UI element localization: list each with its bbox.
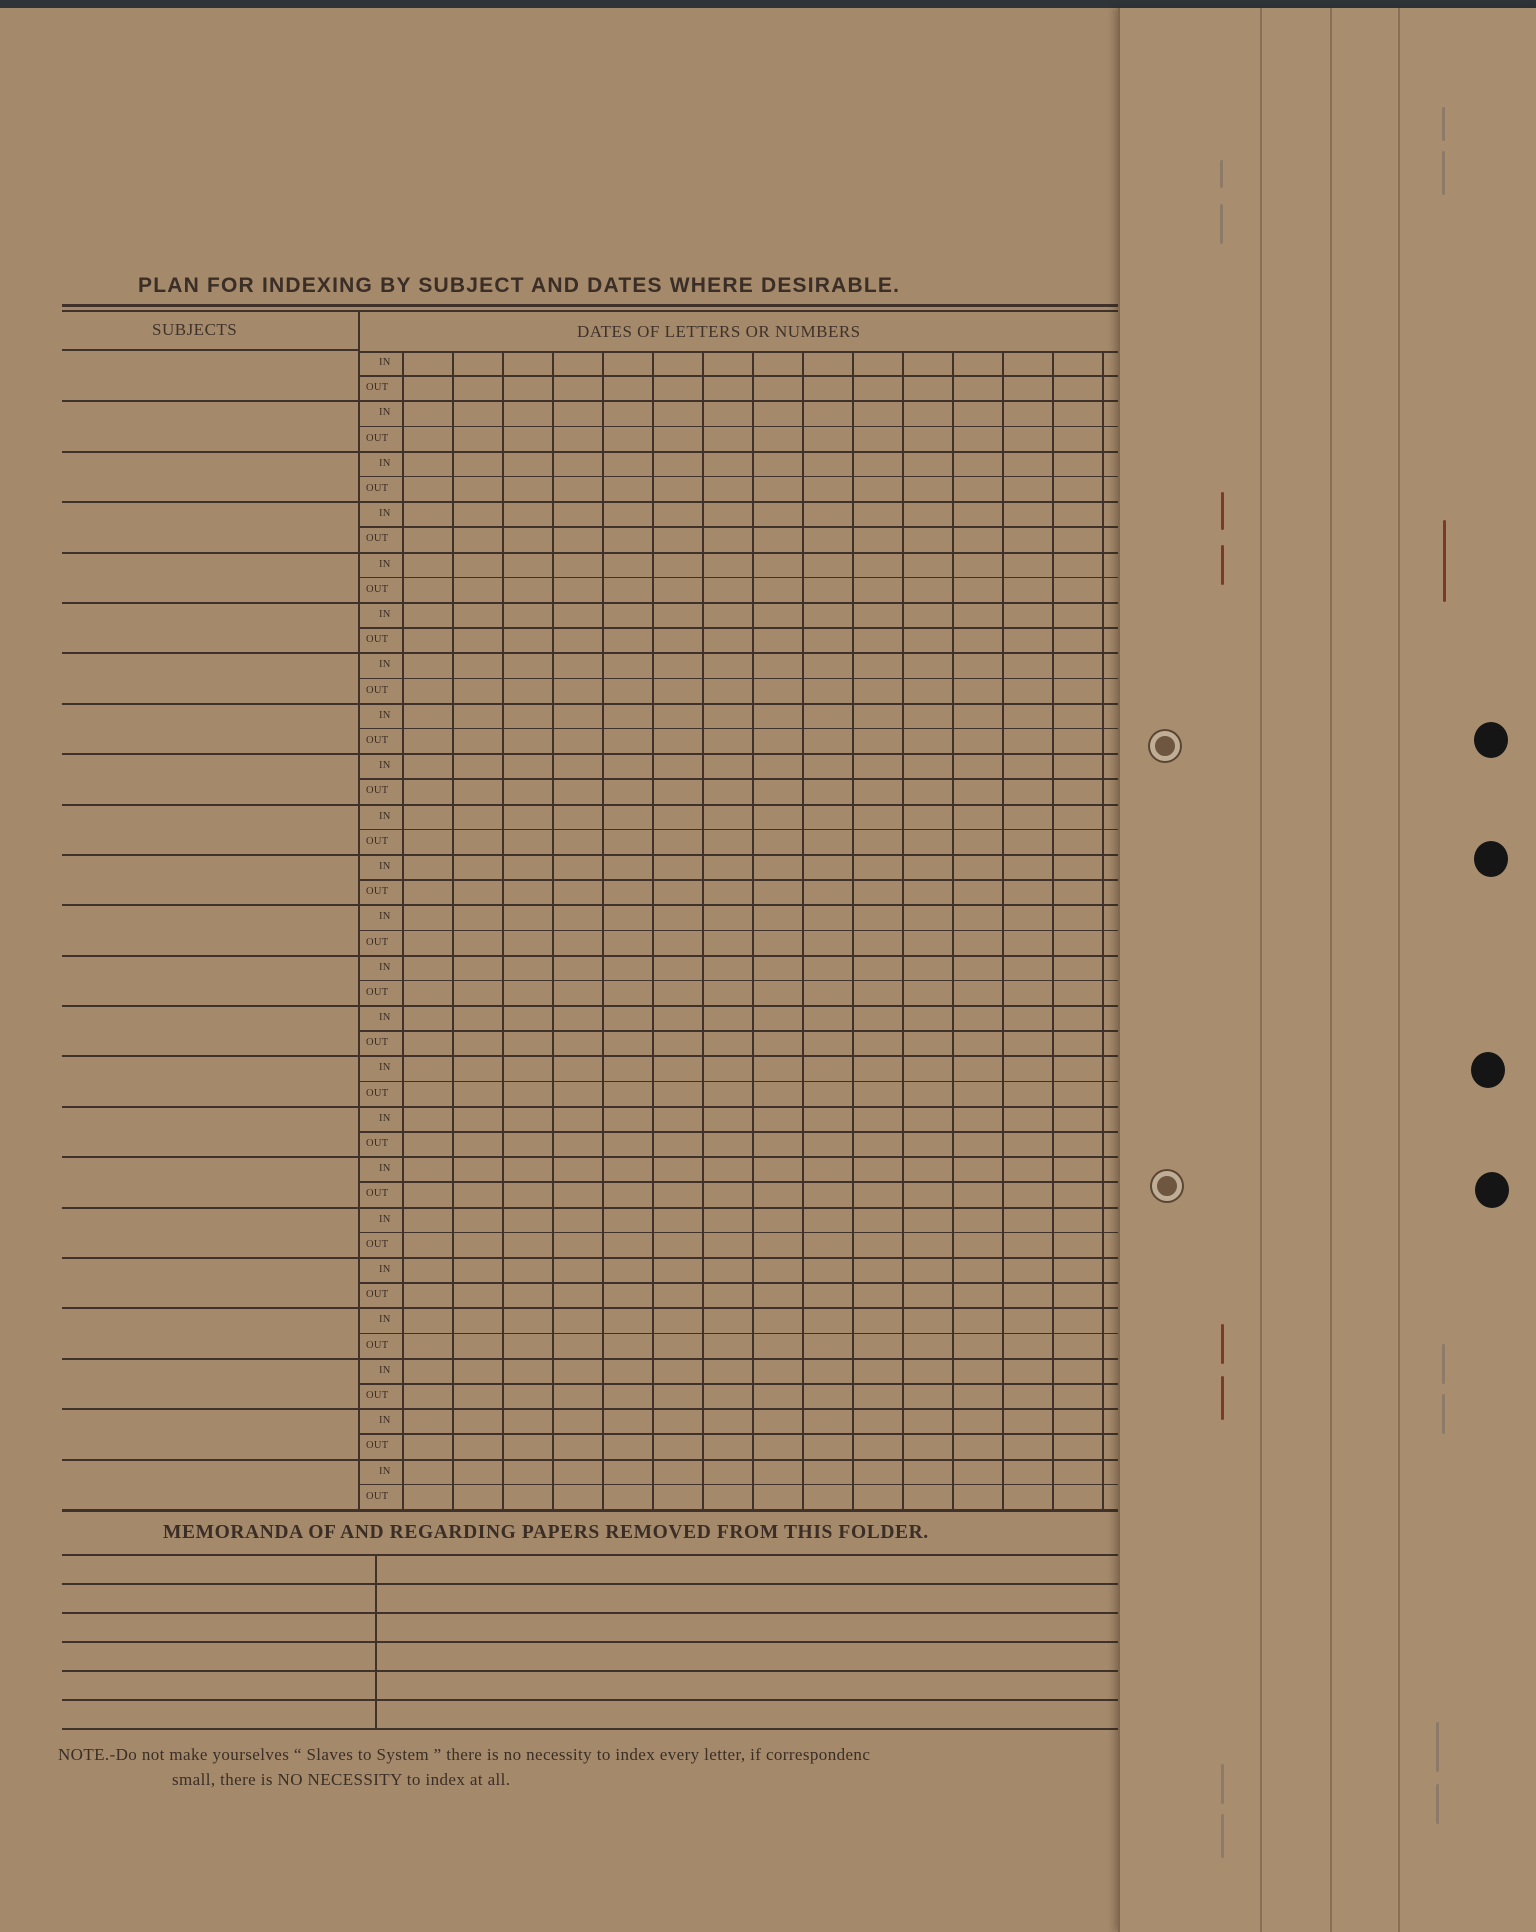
- subject-row-rule: [62, 1106, 358, 1108]
- out-tag: OUT: [366, 1390, 389, 1402]
- out-tag: OUT: [366, 936, 389, 948]
- in-tag: IN: [379, 810, 391, 822]
- in-tag: IN: [379, 1264, 391, 1276]
- in-tag: IN: [379, 760, 391, 772]
- subject-row-rule: [62, 451, 358, 453]
- grid-row-rule: [358, 1408, 1122, 1410]
- grid-row-rule: [358, 1459, 1122, 1461]
- grid-row-rule: [358, 1358, 1122, 1360]
- grid-row-rule: [358, 1257, 1122, 1259]
- out-tag: OUT: [366, 1138, 389, 1150]
- dates-header: DATES OF LETTERS OR NUMBERS: [577, 322, 861, 341]
- subject-row-rule: [62, 1005, 358, 1007]
- memo-rule: [62, 1612, 1122, 1614]
- page-title: PLAN FOR INDEXING BY SUBJECT AND DATES WHERE DESIRABLE.: [138, 274, 901, 297]
- out-tag: OUT: [366, 1238, 389, 1250]
- grid-row-rule: [358, 879, 1122, 881]
- out-tag: OUT: [366, 1188, 389, 1200]
- grid-row-rule: [358, 930, 1122, 932]
- out-tag: OUT: [366, 835, 389, 847]
- out-tag: OUT: [366, 1440, 389, 1452]
- subject-row-rule: [62, 753, 358, 755]
- out-tag: OUT: [366, 986, 389, 998]
- grid-row-rule: [358, 829, 1122, 831]
- grid-row-rule: [358, 728, 1122, 730]
- subject-row-rule: [62, 400, 358, 402]
- grid-row-rule: [358, 652, 1122, 654]
- staple-icon: [1221, 1814, 1224, 1858]
- grid-row-rule: [358, 1030, 1122, 1032]
- top-edge: [0, 0, 1536, 8]
- subject-row-rule: [62, 1459, 358, 1461]
- staple-icon: [1442, 1394, 1445, 1434]
- grid-row-rule: [358, 400, 1122, 402]
- out-tag: OUT: [366, 432, 389, 444]
- staple-icon: [1442, 1344, 1445, 1384]
- punch-hole-icon: [1474, 722, 1508, 758]
- grid-bottom-rule: [62, 1510, 1122, 1512]
- grid-row-rule: [358, 1383, 1122, 1385]
- grid-row-rule: [358, 1005, 1122, 1007]
- memo-rule: [62, 1728, 1122, 1730]
- grid-row-rule: [358, 375, 1122, 377]
- in-tag: IN: [379, 659, 391, 671]
- subjects-header-rule: [62, 349, 358, 351]
- in-tag: IN: [379, 1163, 391, 1175]
- in-tag: IN: [379, 1465, 391, 1477]
- subject-row-rule: [62, 1055, 358, 1057]
- grid-row-rule: [358, 678, 1122, 680]
- subject-row-rule: [62, 854, 358, 856]
- staple-icon: [1443, 520, 1446, 602]
- flap-fold-line: [1398, 8, 1400, 1932]
- memo-rule: [62, 1554, 1122, 1556]
- punch-hole-icon: [1471, 1052, 1505, 1088]
- staple-icon: [1436, 1722, 1439, 1772]
- out-tag: OUT: [366, 382, 389, 394]
- punch-hole-icon: [1474, 841, 1508, 877]
- staple-icon: [1221, 1764, 1224, 1804]
- grid-row-rule: [358, 1181, 1122, 1183]
- out-tag: OUT: [366, 886, 389, 898]
- memo-rule: [62, 1670, 1122, 1672]
- grommet-icon: [1152, 1171, 1182, 1201]
- subject-row-rule: [62, 552, 358, 554]
- staple-icon: [1220, 204, 1223, 244]
- in-tag: IN: [379, 1112, 391, 1124]
- staple-icon: [1221, 1376, 1224, 1420]
- subject-row-rule: [62, 1307, 358, 1309]
- grid-row-rule: [358, 501, 1122, 503]
- in-tag: IN: [379, 1364, 391, 1376]
- grid-row-rule: [358, 904, 1122, 906]
- staple-icon: [1436, 1784, 1439, 1824]
- grid-row-rule: [358, 1207, 1122, 1209]
- grid-row-rule: [358, 627, 1122, 629]
- grid-row-rule: [358, 526, 1122, 528]
- staple-icon: [1221, 492, 1224, 530]
- out-tag: OUT: [366, 684, 389, 696]
- flap-fold-line: [1260, 8, 1262, 1932]
- subject-row-rule: [62, 652, 358, 654]
- memo-divider: [375, 1554, 377, 1730]
- out-tag: OUT: [366, 1339, 389, 1351]
- subject-row-rule: [62, 804, 358, 806]
- grid-row-rule: [358, 1433, 1122, 1435]
- staple-icon: [1442, 107, 1445, 141]
- in-tag: IN: [379, 1012, 391, 1024]
- grid-row-rule: [358, 577, 1122, 579]
- folder-flap: [1118, 8, 1536, 1932]
- grid-row-rule: [358, 703, 1122, 705]
- grid-row-rule: [358, 1055, 1122, 1057]
- grid-row-rule: [358, 552, 1122, 554]
- subject-row-rule: [62, 703, 358, 705]
- grid-row-rule: [358, 804, 1122, 806]
- subjects-header: SUBJECTS: [152, 320, 238, 339]
- out-tag: OUT: [366, 1490, 389, 1502]
- in-tag: IN: [379, 1314, 391, 1326]
- punch-hole-icon: [1475, 1172, 1509, 1208]
- out-tag: OUT: [366, 634, 389, 646]
- memo-rule: [62, 1699, 1122, 1701]
- grid-row-rule: [358, 1081, 1122, 1083]
- grid-row-rule: [358, 1131, 1122, 1133]
- date-grid: [402, 351, 1122, 1512]
- grid-row-rule: [358, 451, 1122, 453]
- title-rule-top: [62, 304, 1122, 307]
- grid-row-rule: [358, 476, 1122, 478]
- in-tag: IN: [379, 407, 391, 419]
- in-tag: IN: [379, 508, 391, 520]
- grid-row-rule: [358, 1484, 1122, 1486]
- in-tag: IN: [379, 558, 391, 570]
- out-tag: OUT: [366, 533, 389, 545]
- memo-rule: [62, 1641, 1122, 1643]
- subject-row-rule: [62, 904, 358, 906]
- flap-fold-line: [1330, 8, 1332, 1932]
- grid-row-rule: [358, 753, 1122, 755]
- out-tag: OUT: [366, 1289, 389, 1301]
- grid-row-rule: [358, 1307, 1122, 1309]
- subject-row-rule: [62, 602, 358, 604]
- out-tag: OUT: [366, 785, 389, 797]
- in-tag: IN: [379, 709, 391, 721]
- note-line-1: NOTE.-Do not make yourselves “ Slaves to System ” there is no necessity to index every letter, if correspondenc: [58, 1745, 871, 1764]
- grid-row-rule: [358, 955, 1122, 957]
- in-tag: IN: [379, 1213, 391, 1225]
- staple-icon: [1220, 160, 1223, 188]
- out-tag: OUT: [366, 1037, 389, 1049]
- grid-row-rule: [358, 602, 1122, 604]
- grid-row-rule: [358, 980, 1122, 982]
- out-tag: OUT: [366, 482, 389, 494]
- in-tag: IN: [379, 357, 391, 368]
- staple-icon: [1221, 545, 1224, 585]
- grid-row-rule: [358, 1156, 1122, 1158]
- subject-row-rule: [62, 1156, 358, 1158]
- subject-row-rule: [62, 1257, 358, 1259]
- subject-row-rule: [62, 955, 358, 957]
- in-tag: IN: [379, 961, 391, 973]
- staple-icon: [1221, 1324, 1224, 1364]
- grid-row-rule: [358, 1333, 1122, 1335]
- out-tag: OUT: [366, 734, 389, 746]
- in-tag: IN: [379, 1062, 391, 1074]
- in-tag: IN: [379, 1415, 391, 1427]
- subject-row-rule: [62, 1408, 358, 1410]
- memo-rule: [62, 1583, 1122, 1585]
- subject-row-rule: [62, 1358, 358, 1360]
- title-rule-bottom: [62, 310, 1122, 312]
- grid-row-rule: [358, 778, 1122, 780]
- out-tag: OUT: [366, 583, 389, 595]
- grid-row-rule: [358, 1232, 1122, 1234]
- in-tag: IN: [379, 860, 391, 872]
- in-tag: IN: [379, 457, 391, 469]
- grid-row-rule: [358, 854, 1122, 856]
- grid-row-rule: [358, 426, 1122, 428]
- out-tag: OUT: [366, 1087, 389, 1099]
- grid-row-rule: [358, 1282, 1122, 1284]
- in-tag: IN: [379, 911, 391, 923]
- note-line-2: small, there is NO NECESSITY to index at all.: [172, 1770, 511, 1789]
- grid-row-rule: [358, 1106, 1122, 1108]
- subject-row-rule: [62, 501, 358, 503]
- subject-row-rule: [62, 1207, 358, 1209]
- grommet-icon: [1150, 731, 1180, 761]
- in-tag: IN: [379, 608, 391, 620]
- memoranda-title: MEMORANDA OF AND REGARDING PAPERS REMOVED FROM THIS FOLDER.: [163, 1522, 929, 1543]
- staple-icon: [1442, 151, 1445, 195]
